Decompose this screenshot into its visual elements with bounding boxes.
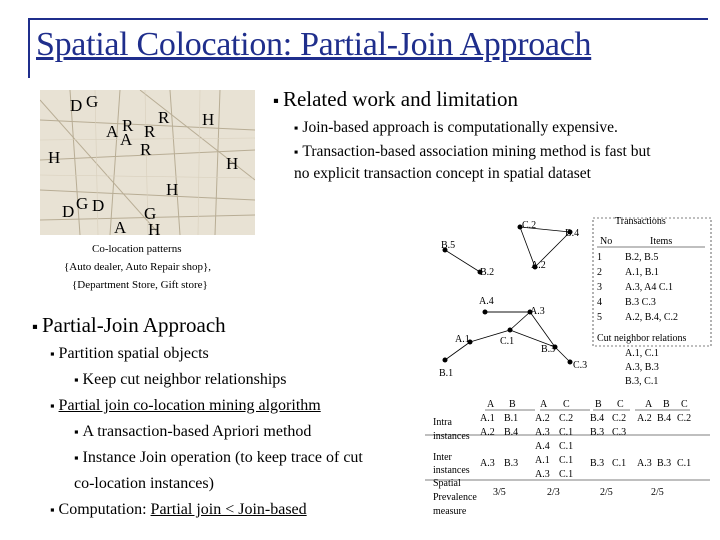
table-cell: B.4 — [657, 413, 672, 424]
map-letter: R — [122, 116, 134, 135]
map-letter: A — [114, 218, 127, 235]
table-cell: C.1 — [677, 458, 692, 469]
node-label: A.1 — [455, 334, 470, 345]
col-head: C — [617, 399, 624, 410]
trans-no: 3 — [597, 282, 602, 293]
table-cell: A.3 — [535, 469, 550, 480]
cut-relations-title: Cut neighbor relations — [597, 333, 687, 344]
table-cell: C.1 — [559, 441, 574, 452]
cut-relation: A.3, B.3 — [625, 362, 659, 373]
table-cell: A.1 — [535, 455, 550, 466]
map-letter: D — [70, 96, 83, 115]
col-head: A — [487, 399, 495, 410]
prevalence-value: 2/5 — [600, 487, 613, 498]
table-cell: A.3 — [480, 458, 495, 469]
related-item-1: ▪ Join-based approach is computationally expensive. — [294, 119, 618, 136]
table-cell: A.3 — [535, 427, 550, 438]
col-head: C — [681, 399, 688, 410]
table-cell: A.2 — [637, 413, 652, 424]
square-bullet-icon: ▪ — [32, 317, 38, 336]
trans-no: 1 — [597, 252, 602, 263]
table-cell: B.3 — [590, 458, 605, 469]
trans-items: B.3 C.3 — [625, 297, 656, 308]
cut-relation: A.1, C.1 — [625, 348, 659, 359]
table-cell: C.3 — [612, 427, 627, 438]
row-label-spatial: Spatial — [433, 478, 461, 489]
row-label-spatial: Prevalence — [433, 492, 477, 503]
related-item-2: ▪ Transaction-based association mining method is fast but — [294, 143, 651, 160]
col-head: B — [595, 399, 602, 410]
table-cell: C.2 — [559, 413, 574, 424]
trans-no: 4 — [597, 297, 602, 308]
transactions-title: Transactions — [615, 216, 666, 227]
transactions-head-items: Items — [650, 236, 673, 247]
square-bullet-icon: ▪ — [294, 145, 299, 159]
table-cell: A.2 — [480, 427, 495, 438]
pj-sub-2: ▪ Partial join co-location mining algorithm — [50, 397, 321, 414]
prevalence-value: 2/5 — [651, 487, 664, 498]
node-label: B.3 — [541, 344, 556, 355]
node-label: B.1 — [439, 368, 454, 379]
node-label: A.2 — [531, 260, 546, 271]
transactions-head-no: No — [600, 236, 613, 247]
col-head: B — [663, 399, 670, 410]
table-cell: C.2 — [612, 413, 627, 424]
col-head: A — [645, 399, 653, 410]
map-letter: R — [158, 108, 170, 127]
prevalence-value: 3/5 — [493, 487, 506, 498]
table-cell: A.1 — [480, 413, 495, 424]
node-label: C.2 — [522, 220, 537, 231]
trans-items: A.1, B.1 — [625, 267, 659, 278]
map-letter: A — [120, 130, 133, 149]
pj-sub-2b-cont: co-location instances) — [74, 475, 214, 492]
map-image — [40, 90, 255, 235]
map-letter: G — [76, 194, 89, 213]
table-cell: B.4 — [504, 427, 519, 438]
table-cell: B.3 — [504, 458, 519, 469]
node-label: C.1 — [500, 336, 515, 347]
square-bullet-icon: ▪ — [273, 91, 279, 110]
table-cell: C.1 — [559, 469, 574, 480]
table-cell: A.4 — [535, 441, 550, 452]
patterns-label: Co-location patterns — [92, 243, 182, 255]
slide-title: Spatial Colocation: Partial-Join Approach — [36, 26, 592, 63]
table-cell: B.1 — [504, 413, 519, 424]
table-cell: B.3 — [657, 458, 672, 469]
node-label: C.3 — [573, 360, 588, 371]
map-letter: H — [226, 154, 239, 173]
related-heading: ▪ Related work and limitation — [273, 87, 518, 111]
partition-diagram — [425, 212, 715, 527]
trans-no: 2 — [597, 267, 602, 278]
cut-relation: B.3, C.1 — [625, 376, 659, 387]
col-head: B — [509, 399, 516, 410]
node-label: A.4 — [479, 296, 494, 307]
map-letter: H — [166, 180, 179, 199]
map-letter: R — [144, 122, 156, 141]
table-cell: B.3 — [590, 427, 605, 438]
map-letter: H — [48, 148, 61, 167]
table-cell: A.2 — [535, 413, 550, 424]
pj-sub-1: ▪ Partition spatial objects — [50, 345, 209, 362]
square-bullet-icon: ▪ — [50, 399, 55, 413]
col-head: A — [540, 399, 548, 410]
row-label-inter: instances — [433, 465, 470, 476]
partial-join-heading: ▪ Partial-Join Approach — [32, 313, 226, 337]
row-label-intra: instances — [433, 431, 470, 442]
square-bullet-icon: ▪ — [74, 373, 79, 387]
node-label: B.2 — [480, 267, 495, 278]
square-bullet-icon: ▪ — [74, 451, 79, 465]
map-letter: G — [144, 204, 157, 223]
table-cell: C.1 — [559, 427, 574, 438]
square-bullet-icon: ▪ — [50, 503, 55, 517]
col-head: C — [563, 399, 570, 410]
table-cell: C.1 — [612, 458, 627, 469]
frame-top-line — [28, 18, 708, 20]
trans-items: A.2, B.4, C.2 — [625, 312, 679, 323]
map-letter: D — [62, 202, 75, 221]
map-letter: D — [92, 196, 105, 215]
patterns-line-2: {Department Store, Gift store} — [72, 279, 208, 291]
map-letter: R — [140, 140, 152, 159]
prevalence-value: 2/3 — [547, 487, 560, 498]
pj-sub-3: ▪ Computation: Partial join < Join-based — [50, 501, 307, 518]
node-label: B.4 — [565, 228, 580, 239]
pj-sub-2a: ▪ A transaction-based Apriori method — [74, 423, 312, 440]
row-label-spatial: measure — [433, 506, 467, 517]
frame-left-line — [28, 18, 30, 78]
map-letter: H — [202, 110, 215, 129]
pj-sub-2b: ▪ Instance Join operation (to keep trace of cut — [74, 449, 363, 466]
map-letter: H — [148, 220, 161, 235]
pj-sub-1a: ▪ Keep cut neighbor relationships — [74, 371, 287, 388]
trans-items: A.3, A4 C.1 — [625, 282, 674, 293]
map-letter: A — [106, 122, 119, 141]
table-cell: C.1 — [559, 455, 574, 466]
square-bullet-icon: ▪ — [294, 121, 299, 135]
row-label-inter: Inter — [433, 452, 452, 463]
square-bullet-icon: ▪ — [50, 347, 55, 361]
square-bullet-icon: ▪ — [74, 425, 79, 439]
map-letter: G — [86, 92, 99, 111]
patterns-line-1: {Auto dealer, Auto Repair shop}, — [64, 261, 211, 273]
trans-items: B.2, B.5 — [625, 252, 659, 263]
trans-no: 5 — [597, 312, 602, 323]
node-label: A.3 — [530, 306, 545, 317]
row-label-intra: Intra — [433, 417, 452, 428]
table-cell: C.2 — [677, 413, 692, 424]
node-label: B.5 — [441, 240, 456, 251]
table-cell: A.3 — [637, 458, 652, 469]
table-cell: B.4 — [590, 413, 605, 424]
related-item-2-cont: no explicit transaction concept in spatial dataset — [294, 165, 591, 182]
